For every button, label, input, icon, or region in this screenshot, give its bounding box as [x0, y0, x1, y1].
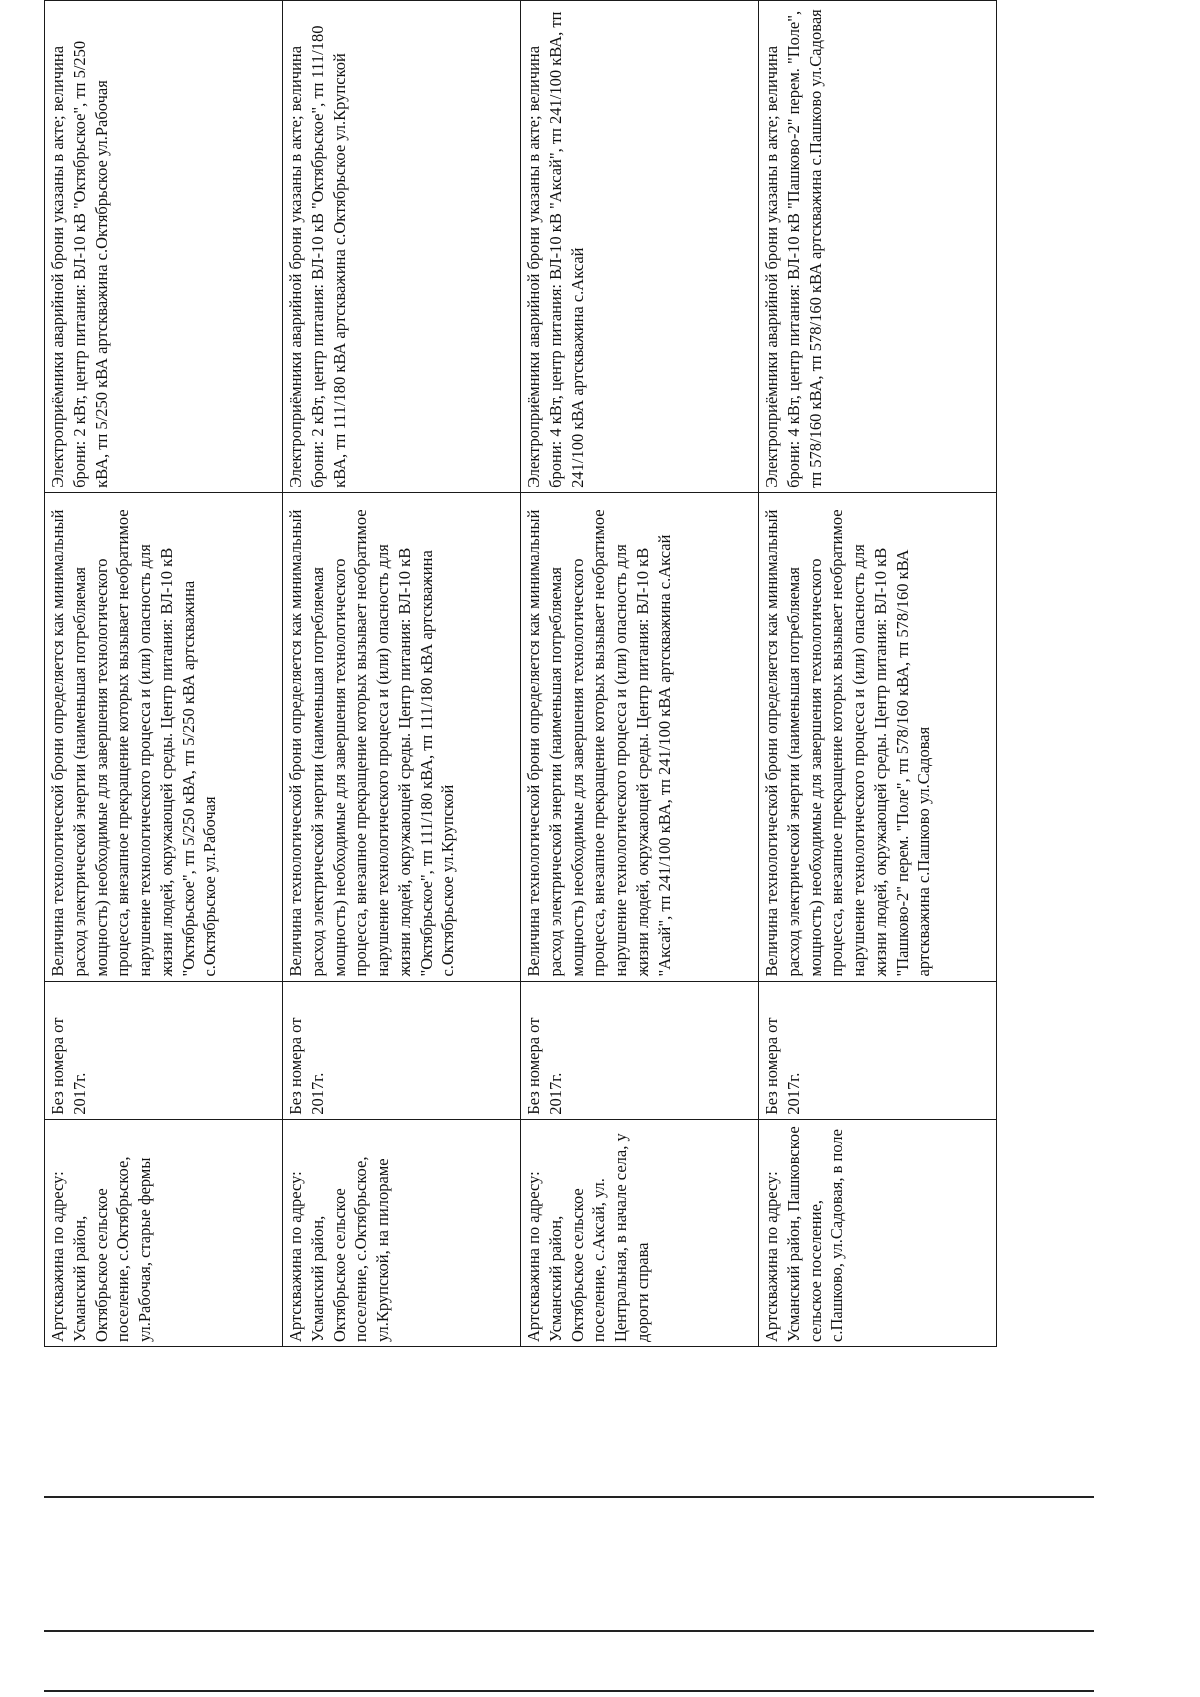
emergency-reserve-cell: Электроприёмники аварийной брони указаны в акте; величина брони: 2 кВт, центр питания: ВЛ-10 кВ "Октябрьское", тп 5/250 кВА, тп 5/250 кВА артскважина с.Октябрьское ул.Рабочая: [45, 1, 283, 493]
emergency-reserve-cell: Электроприёмники аварийной брони указаны в акте; величина брони: 4 кВт, центр питания: ВЛ-10 кВ "Аксай", тп 241/100 кВА, тп 241/100 кВА артскважина с.Аксай: [521, 1, 759, 493]
object-cell: Артскважина по адресу: Усманский район, Октябрьское сельское поселение, с.Октябрьское, ул.Рабочая, старые фермы: [45, 1119, 283, 1346]
act-cell: Без номера от 2017г.: [759, 981, 997, 1119]
emergency-reserve-cell: Электроприёмники аварийной брони указаны в акте; величина брони: 4 кВт, центр питания: ВЛ-10 кВ "Пашково-2" перем. "Поле", тп 578/160 кВА, тп 578/160 кВА артскважина с.Пашково ул.Садовая: [759, 1, 997, 493]
table-row: [283, 1, 521, 1347]
tech-reserve-cell: Величина технологической брони определяется как минимальный расход электрической энергии (наименьшая потребляемая мощность) необходимые для завершения технологического процесса, внезапное прекращение которых вызывает необратимое нарушение технологического процесса и (или) опасность для жизни людей, окружающей среды. Центр питания: ВЛ-10 кВ "Аксай", тп 241/100 кВА, тп 241/100 кВА артскважина с.Аксай: [521, 492, 759, 981]
object-cell: Артскважина по адресу: Усманский район, Октябрьское сельское поселение, с.Октябрьское, ул.Крупской, на пилораме: [283, 1119, 521, 1346]
table-row: [521, 1, 759, 1347]
emergency-reserve-cell: Электроприёмники аварийной брони указаны в акте; величина брони: 2 кВт, центр питания: ВЛ-10 кВ "Октябрьское", тп 111/180 кВА, тп 111/180 кВА артскважина с.Октябрьское ул.Крупской: [283, 1, 521, 493]
object-cell: Артскважина по адресу: Усманский район, Пашковское сельское поселение, с.Пашково, ул.Садовая, в поле: [759, 1119, 997, 1346]
act-cell: Без номера от 2017г.: [45, 981, 283, 1119]
blank-row-rule: [44, 1690, 1094, 1692]
tech-reserve-cell: Величина технологической брони определяется как минимальный расход электрической энергии (наименьшая потребляемая мощность) необходимые для завершения технологического процесса, внезапное прекращение которых вызывает необратимое нарушение технологического процесса и (или) опасность для жизни людей, окружающей среды. Центр питания: ВЛ-10 кВ "Октябрьское", тп 5/250 кВА, тп 5/250 кВА артскважина с.Октябрьское ул.Рабочая: [45, 492, 283, 981]
table-row: [759, 1, 997, 1347]
act-cell: Без номера от 2017г.: [283, 981, 521, 1119]
act-cell: Без номера от 2017г.: [521, 981, 759, 1119]
tech-reserve-cell: Величина технологической брони определяется как минимальный расход электрической энергии (наименьшая потребляемая мощность) необходимые для завершения технологического процесса, внезапное прекращение которых вызывает необратимое нарушение технологического процесса и (или) опасность для жизни людей, окружающей среды. Центр питания: ВЛ-10 кВ "Пашково-2" перем. "Поле", тп 578/160 кВА, тп 578/160 кВА артскважина с.Пашково ул.Садовая: [759, 492, 997, 981]
object-cell: Артскважина по адресу: Усманский район, Октябрьское сельское поселение, с.Аксай, ул. Центральная, в начале села, у дороги справа: [521, 1119, 759, 1346]
blank-row-rule: [44, 1630, 1094, 1632]
table-row: [45, 1, 283, 1347]
reserve-table: [44, 0, 997, 1347]
tech-reserve-cell: Величина технологической брони определяется как минимальный расход электрической энергии (наименьшая потребляемая мощность) необходимые для завершения технологического процесса, внезапное прекращение которых вызывает необратимое нарушение технологического процесса и (или) опасность для жизни людей, окружающей среды. Центр питания: ВЛ-10 кВ "Октябрьское", тп 111/180 кВА, тп 111/180 кВА артскважина с.Октябрьское ул.Крупской: [283, 492, 521, 981]
blank-row-rule: [44, 1496, 1094, 1498]
